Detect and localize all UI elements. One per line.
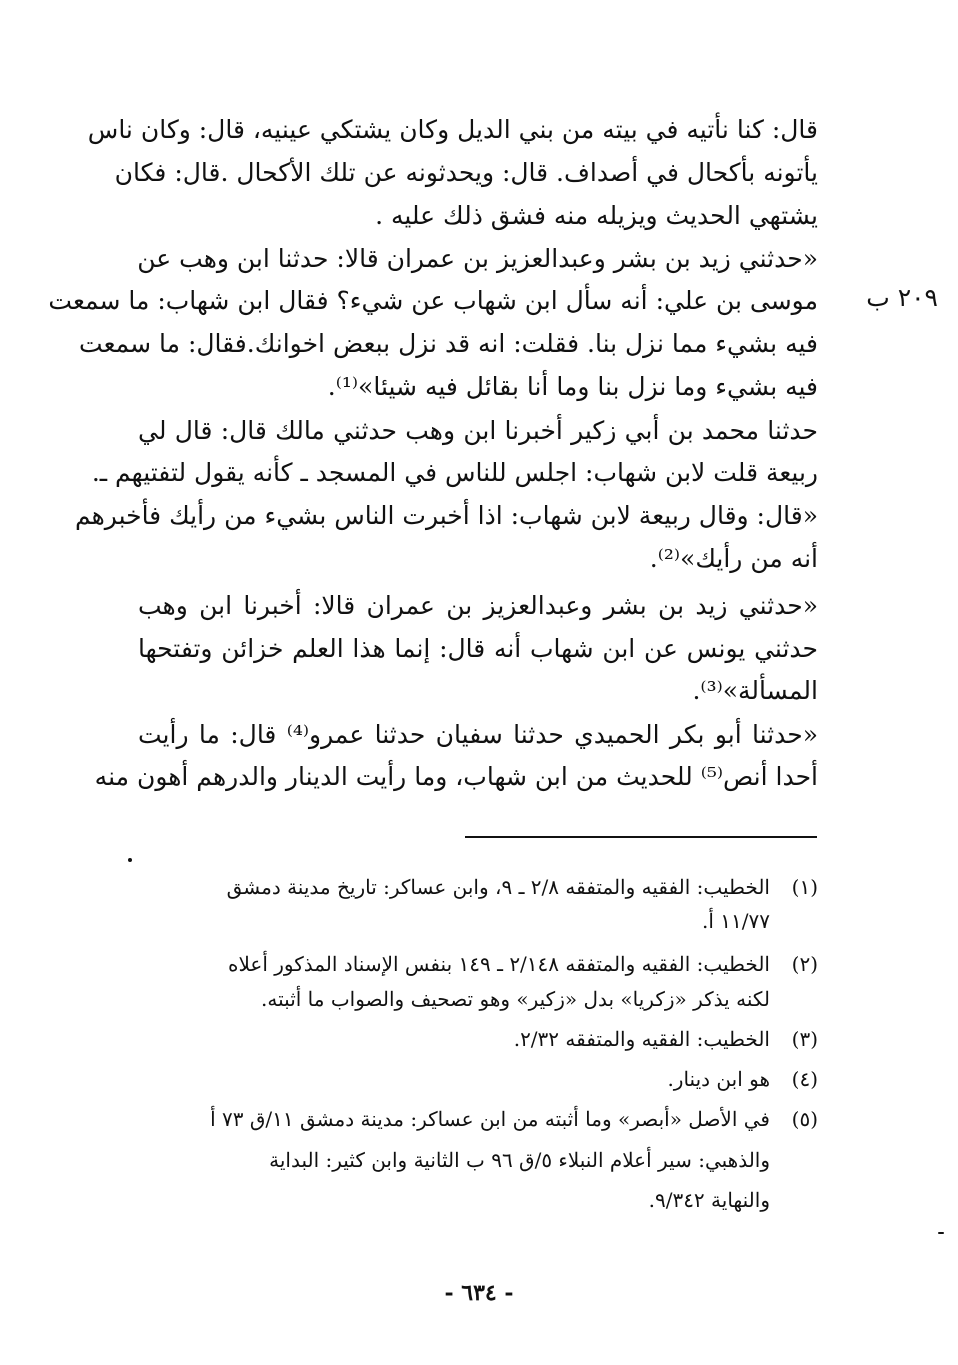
body-line-8: حدثنا محمد بن أبي زكير أخبرنا ابن وهب حدثني مالك قال: قال لي [138, 416, 818, 445]
footnote-text: الخطيب: الفقيه والمتفقه ٢/٨ ـ ٩، وابن عساكر: تاريخ مدينة دمشق [226, 875, 770, 899]
body-line-3: يشتهي الحديث ويزيله منه فشق ذلك عليه . [375, 201, 818, 230]
footnote-number: (١) [791, 875, 818, 899]
footnote-number: (٤) [791, 1067, 818, 1091]
body-line-11: أنه من رأيك»⁽²⁾. [649, 544, 818, 573]
footnote-5-line-1 [138, 1104, 818, 1138]
footnote-2-line-2 [90, 984, 818, 1018]
body-line-13: حدثني يونس عن ابن شهاب أنه قال: إنما هذا العلم خزائن وتفتحها [138, 634, 818, 663]
footnote-separator [465, 836, 817, 838]
body-line-14: المسألة»⁽³⁾. [692, 676, 818, 705]
body-line-9: ربيعة قلت لابن شهاب: اجلس للناس في المسجد ـ كأنه يقول لتفتيهم ـ. [91, 458, 818, 487]
footnote-text: هو ابن دينار. [667, 1067, 770, 1091]
footnote-text: ١١/٧٧ أ. [702, 909, 770, 933]
body-line-7: فيه بشيء وما نزل بنا وما أنا بقائل فيه شيئا»⁽¹⁾. [327, 372, 818, 401]
footnote-3-line-1 [138, 1024, 818, 1058]
footnote-number: (٢) [791, 952, 818, 976]
footnote-text: لكنه يذكر «زكريا» بدل «زكير» وهو تصحيف والصواب ما أثبته. [261, 987, 770, 1011]
footnote-text: الخطيب: الفقيه والمتفقه ٢/٣٢. [513, 1027, 770, 1051]
speck-mark [938, 1232, 944, 1234]
body-line-12: «حدثني زيد بن بشر وعبدالعزيز بن عمران قالا: أخبرنا ابن وهب [138, 591, 818, 620]
body-line-15: «حدثنا أبو بكر الحميدي حدثنا سفيان حدثنا عمرو⁽⁴⁾ قال: ما رأيت [138, 720, 818, 749]
speck-mark [128, 858, 132, 862]
footnote-text: والذهبي: سير أعلام النبلاء ٥/ق ٩٦ ب الثانية وابن كثير: البداية [269, 1148, 770, 1172]
footnote-text: في الأصل «أبصر» وما أثبته من ابن عساكر: مدينة دمشق ١١/ق ٧٣ أ [210, 1107, 770, 1131]
body-line-2: يأتونه بأكحال في أصداف. قال: ويحدثونه عن تلك الأكحال .قال: فكان [114, 158, 818, 187]
footnote-text: والنهاية ٩/٣٤٢. [648, 1188, 770, 1212]
body-line-10: «قال: وقال ربيعة لابن شهاب: اذا أخبرت الناس بشيء من رأيك فأخبرهم [74, 501, 818, 530]
body-line-5: موسى بن علي: أنه سأل ابن شهاب عن شيء؟ فقال ابن شهاب: ما سمعت [48, 286, 818, 315]
footnote-2-line-1 [138, 949, 818, 983]
margin-folio-marker: ٢٠٩ ب [866, 283, 938, 312]
footnote-4-line-1 [138, 1064, 818, 1098]
footnote-text: الخطيب: الفقيه والمتفقه ٢/١٤٨ ـ ١٤٩ بنفس الإسناد المذكور أعلاه [227, 952, 770, 976]
footnote-1-line-1 [138, 872, 818, 906]
body-line-1: قال: كنا نأتيه في بيته من بني الديل وكان يشتكي عينيه، قال: وكان ناس [87, 115, 818, 144]
footnote-number: (٣) [791, 1027, 818, 1051]
footnote-5-line-2 [90, 1145, 818, 1179]
footnote-5-line-3 [90, 1185, 818, 1219]
footnote-1-line-2 [90, 906, 818, 940]
page-number: - ٦٣٤ - [444, 1280, 514, 1306]
body-line-6: فيه بشيء مما نزل بنا. فقلت: انه قد نزل ببعض اخوانك.فقال: ما سمعت [79, 329, 818, 358]
body-line-4: «حدثني زيد بن بشر وعبدالعزيز بن عمران قالا: حدثنا ابن وهب عن [137, 244, 818, 273]
footnote-number: (٥) [791, 1107, 818, 1131]
body-line-16: أحدا أنص⁽⁵⁾ للحديث من ابن شهاب، وما رأيت الدينار والدرهم أهون منه [94, 762, 818, 791]
